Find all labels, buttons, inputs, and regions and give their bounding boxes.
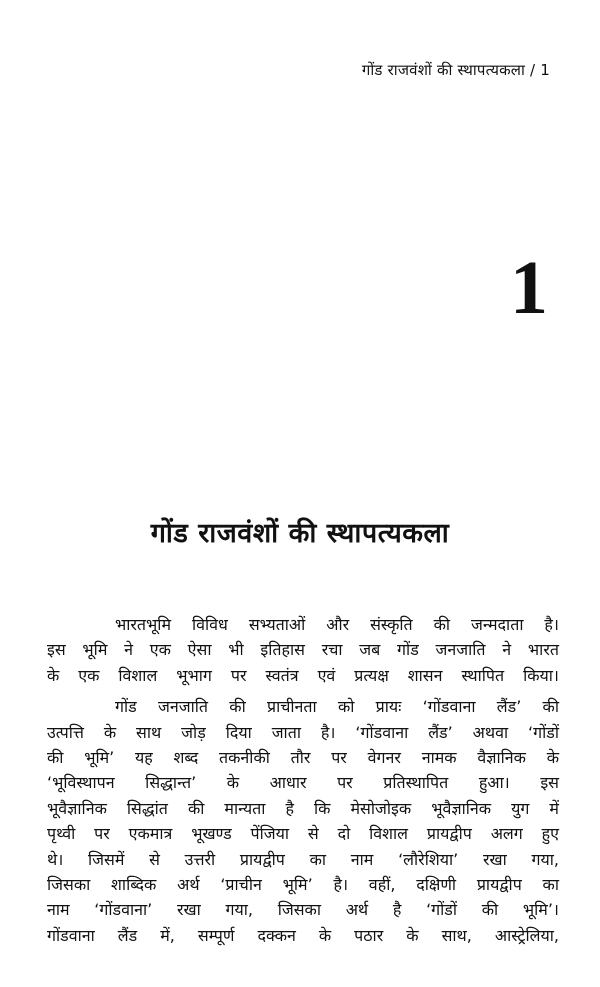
text-line: की भूमि’ यह शब्द तकनीकी तौर पर वेगनर नामक वैज्ञानिक के <box>47 748 559 768</box>
paragraph <box>47 612 559 688</box>
text-line: गोंडवाना लैंड में, सम्पूर्ण दक्कन के पठार के साथ, आस्ट्रेलिया, <box>47 925 559 945</box>
text-line: पृथ्वी पर एकमात्र भूखण्ड पेंजिया से दो विशाल प्रायद्वीप अलग हुए <box>47 824 559 844</box>
body-text <box>47 612 559 954</box>
text-line: इस भूमि ने एक ऐसा भी इतिहास रचा जब गोंड जनजाति ने भारत <box>47 640 559 660</box>
text-line: गोंड जनजाति की प्राचीनता को प्रायः ‘गोंडवाना लैंड’ की <box>115 697 559 717</box>
text-line: नाम ‘गोंडवाना’ रखा गया, जिसका अर्थ है ‘गोंडों की भूमि’। <box>47 900 559 920</box>
chapter-number: 1 <box>510 246 548 330</box>
text-line: भूवैज्ञानिक सिद्धांत की मान्यता है कि मेसोजोइक भूवैज्ञानिक युग में <box>47 798 559 818</box>
running-header: गोंड राजवंशों की स्थापत्यकला / 1 <box>361 61 550 79</box>
paragraph <box>47 694 559 948</box>
text-line: जिसका शाब्दिक अर्थ ‘प्राचीन भूमि’ है। वहीं, दक्षिणी प्रायद्वीप का <box>47 875 559 895</box>
text-line: ‘भूविस्थापन सिद्धान्त’ के आधार पर प्रतिस्थापित हुआ। इस <box>47 773 559 793</box>
text-line: के एक विशाल भूभाग पर स्वतंत्र एवं प्रत्यक्ष शासन स्थापित किया। <box>47 665 559 685</box>
text-line: उत्पत्ति के साथ जोड़ दिया जाता है। ‘गोंडवाना लैंड’ अथवा ‘गोंडों <box>47 722 559 742</box>
chapter-title: गोंड राजवंशों की स्थापत्यकला <box>150 518 450 549</box>
text-line: भारतभूमि विविध सभ्यताओं और संस्कृति की जन्मदाता है। <box>115 615 559 634</box>
text-line: थे। जिसमें से उत्तरी प्रायद्वीप का नाम ‘लौरेशिया’ रखा गया, <box>47 849 559 869</box>
